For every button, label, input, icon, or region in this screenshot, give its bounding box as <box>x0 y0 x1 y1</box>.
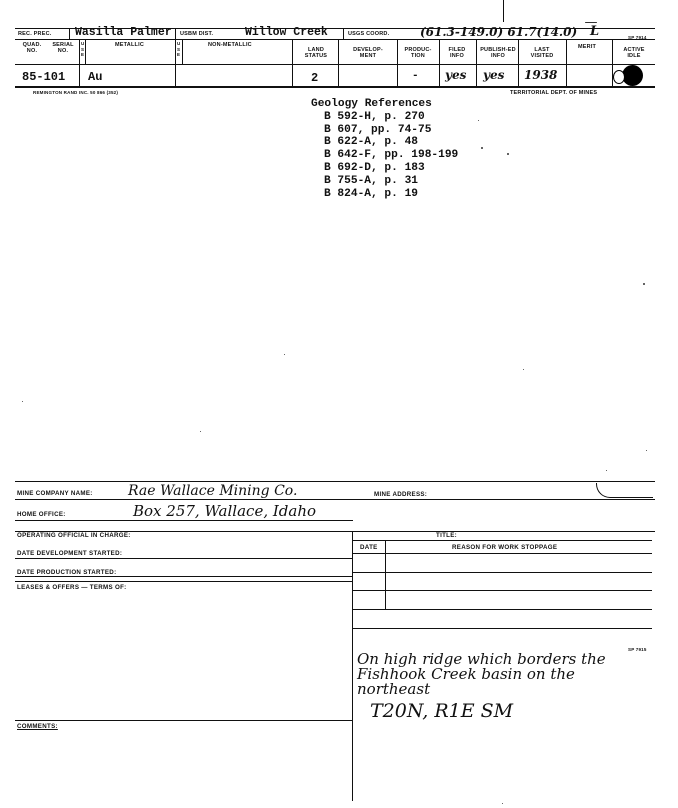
development-label: DEVELOP-MENT <box>353 47 383 59</box>
idle-indicator-icon <box>613 70 625 84</box>
metallic-value: Au <box>88 70 103 84</box>
date-column-label: DATE <box>360 544 378 551</box>
township-range-note: T20N, R1E SM <box>370 700 514 722</box>
quad-serial-value: 85-101 <box>22 70 66 84</box>
geology-ref-item: B 824-A, p. 19 <box>324 187 418 200</box>
geology-references <box>311 98 458 200</box>
scan-artifact-line <box>503 0 504 22</box>
published-info-value: yes <box>483 68 505 82</box>
reason-column-label: REASON FOR WORK STOPPAGE <box>452 544 558 551</box>
last-visited-value: 1938 <box>524 68 558 82</box>
metallic-label: METALLIC <box>115 42 144 48</box>
quad-label: QUAD. NO. <box>22 42 42 54</box>
land-status-value: 2 <box>311 71 319 85</box>
mine-address-label: MINE ADDRESS: <box>374 491 428 498</box>
use-code-label-2: U S E <box>177 41 181 57</box>
mine-company-value: Rae Wallace Mining Co. <box>128 483 298 499</box>
home-office-label: HOME OFFICE: <box>17 511 66 518</box>
home-office-value: Box 257, Wallace, Idaho <box>133 502 317 520</box>
coord-check-mark: L <box>590 24 600 39</box>
operating-official-label: OPERATING OFFICIAL IN CHARGE: <box>17 532 131 539</box>
dev-started-label: DATE DEVELOPMENT STARTED: <box>17 550 123 557</box>
location-note-line-2: Fishhook Creek basin on the <box>357 665 575 683</box>
form-number-top: SP 7914 <box>628 35 647 40</box>
geology-ref-item: B 592-H, p. 270 <box>324 110 425 123</box>
geology-ref-item: B 607, pp. 74-75 <box>324 123 432 136</box>
land-status-label: LAND STATUS <box>304 47 328 59</box>
active-indicator-icon <box>622 65 643 86</box>
location-note-line-3: northeast <box>357 680 431 698</box>
production-label: PRODUC-TION <box>404 47 432 59</box>
location-note-line-1: On high ridge which borders the <box>357 650 606 668</box>
rec-prec-label: REC. PREC. <box>18 31 52 37</box>
non-metallic-label: NON-METALLIC <box>208 42 252 48</box>
comments-label: COMMENTS: <box>17 723 58 730</box>
scan-artifact-curve <box>596 483 653 498</box>
last-visited-label: LAST VISITED <box>530 47 554 59</box>
published-info-label: PUBLISH-ED INFO <box>480 47 516 59</box>
geology-ref-item: B 692-D, p. 183 <box>324 161 425 174</box>
active-idle-label: ACTIVE IDLE <box>623 47 645 59</box>
serial-label: SERIAL NO. <box>52 42 74 54</box>
mine-company-label: MINE COMPANY NAME: <box>17 490 93 497</box>
filed-info-value: yes <box>445 68 467 82</box>
rec-prec-value: Wasilla Palmer <box>75 26 172 39</box>
geology-ref-item: B 642-F, pp. 198-199 <box>324 149 459 162</box>
usbm-dist-label: USBM DIST. <box>180 31 214 37</box>
use-code-label-1: U S E <box>81 41 85 57</box>
printer-imprint: REMINGTON RAND INC. 50 866 (352) <box>33 90 119 95</box>
prod-started-label: DATE PRODUCTION STARTED: <box>17 569 117 576</box>
title-label: TITLE: <box>436 532 458 539</box>
territorial-dept: TERRITORIAL DEPT. OF MINES <box>510 90 598 96</box>
geology-ref-item: B 622-A, p. 48 <box>324 136 418 149</box>
leases-label: LEASES & OFFERS — TERMS OF: <box>17 584 127 591</box>
geology-title: Geology References <box>311 98 432 110</box>
usgs-coord-label: USGS COORD. <box>348 31 390 37</box>
geology-ref-item: B 755-A, p. 31 <box>324 174 418 187</box>
filed-info-label: FILED INFO <box>448 47 466 59</box>
usbm-dist-value: Willow Creek <box>245 26 328 39</box>
usgs-coord-value: (61.3-149.0) 61.7(14.0) <box>420 25 578 39</box>
form-number-bottom: SP 7915 <box>628 647 647 652</box>
production-value: - <box>412 70 419 82</box>
merit-label: MERIT <box>578 44 597 50</box>
